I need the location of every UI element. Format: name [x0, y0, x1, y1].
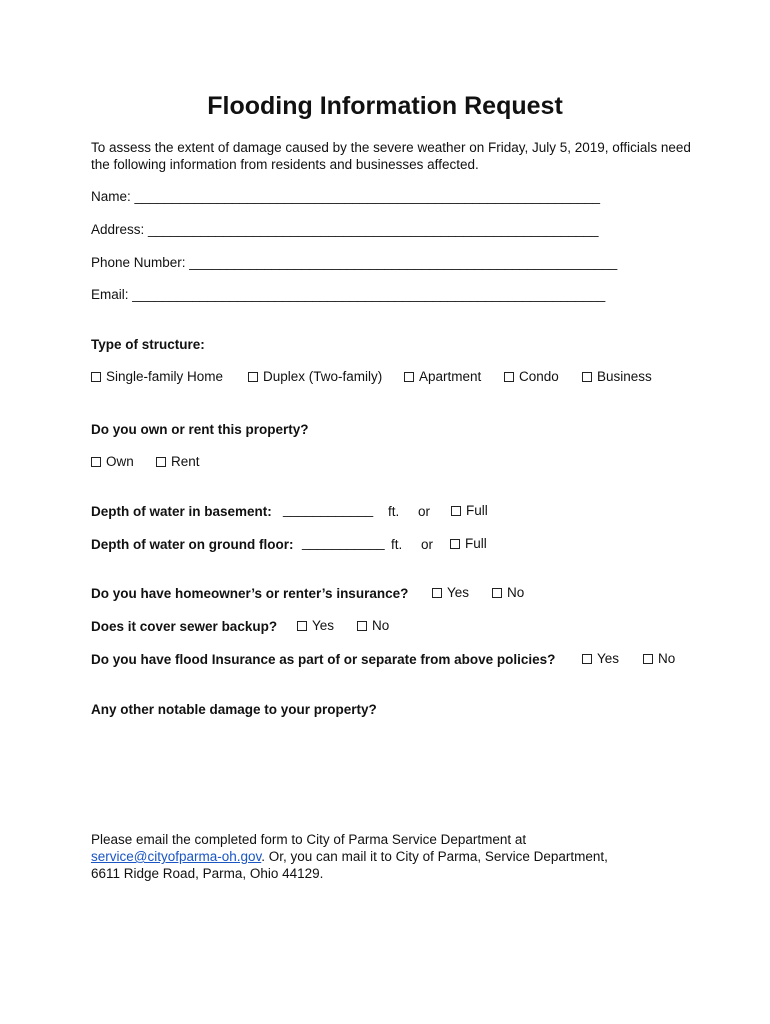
insurance-no-option[interactable]: No: [492, 585, 524, 600]
checkbox-icon[interactable]: [248, 372, 258, 382]
intro-text: To assess the extent of damage caused by the severe weather on Friday, July 5, 2019, officials need the following information from residents and businesses affected.: [91, 140, 691, 172]
checkbox-icon[interactable]: [492, 588, 502, 598]
ground-depth-unit: ft.: [391, 537, 403, 552]
structure-option-apartment[interactable]: Apartment: [404, 369, 481, 384]
service-email-link[interactable]: service@cityofparma-oh.gov: [91, 849, 262, 864]
basement-depth-blank[interactable]: ____________: [283, 502, 374, 517]
insurance-yes-option[interactable]: Yes: [432, 585, 469, 600]
rent-option[interactable]: Rent: [156, 454, 200, 469]
checkbox-icon[interactable]: [582, 372, 592, 382]
basement-depth-unit: ft.: [388, 504, 400, 519]
basement-full-option[interactable]: Full: [451, 503, 488, 518]
sewer-no-option[interactable]: No: [357, 618, 389, 633]
checkbox-icon[interactable]: [156, 457, 166, 467]
checkbox-icon[interactable]: [504, 372, 514, 382]
checkbox-icon[interactable]: [450, 539, 460, 549]
checkbox-icon[interactable]: [432, 588, 442, 598]
checkbox-icon[interactable]: [91, 372, 101, 382]
sewer-label: Does it cover sewer backup?: [91, 619, 278, 634]
flood-insurance-label: Do you have flood Insurance as part of or separate from above policies?: [91, 652, 556, 667]
structure-option-single-family[interactable]: Single-family Home: [91, 369, 223, 384]
ground-depth-label: Depth of water on ground floor:: [91, 537, 294, 552]
ground-depth-blank[interactable]: ___________: [302, 535, 385, 550]
structure-option-condo[interactable]: Condo: [504, 369, 559, 384]
checkbox-icon[interactable]: [582, 654, 592, 664]
phone-field[interactable]: Phone Number: _________________________________________________________: [91, 255, 618, 270]
other-damage-label: Any other notable damage to your property?: [91, 702, 377, 717]
structure-option-duplex[interactable]: Duplex (Two-family): [248, 369, 382, 384]
checkbox-icon[interactable]: [91, 457, 101, 467]
own-rent-label: Do you own or rent this property?: [91, 422, 309, 437]
footer-line-2: . Or, you can mail it to City of Parma, Service Department,: [261, 849, 608, 864]
footer-instructions: [91, 831, 691, 882]
basement-depth-label: Depth of water in basement:: [91, 504, 272, 519]
address-field[interactable]: Address: ____________________________________________________________: [91, 222, 599, 237]
insurance-label: Do you have homeowner’s or renter’s insurance?: [91, 586, 409, 601]
page-title: Flooding Information Request: [207, 92, 563, 120]
checkbox-icon[interactable]: [357, 621, 367, 631]
checkbox-icon[interactable]: [404, 372, 414, 382]
email-field[interactable]: Email: _______________________________________________________________: [91, 287, 606, 302]
flood-no-option[interactable]: No: [643, 651, 675, 666]
own-option[interactable]: Own: [91, 454, 134, 469]
ground-full-option[interactable]: Full: [450, 536, 487, 551]
flood-yes-option[interactable]: Yes: [582, 651, 619, 666]
basement-or: or: [418, 504, 431, 519]
checkbox-icon[interactable]: [643, 654, 653, 664]
checkbox-icon[interactable]: [451, 506, 461, 516]
footer-line-1: Please email the completed form to City of Parma Service Department at: [91, 832, 527, 847]
name-field[interactable]: Name: ______________________________________________________________: [91, 189, 601, 204]
structure-option-business[interactable]: Business: [582, 369, 652, 384]
structure-label: Type of structure:: [91, 337, 205, 352]
footer-line-3: 6611 Ridge Road, Parma, Ohio 44129.: [91, 866, 324, 881]
checkbox-icon[interactable]: [297, 621, 307, 631]
ground-or: or: [421, 537, 434, 552]
sewer-yes-option[interactable]: Yes: [297, 618, 334, 633]
